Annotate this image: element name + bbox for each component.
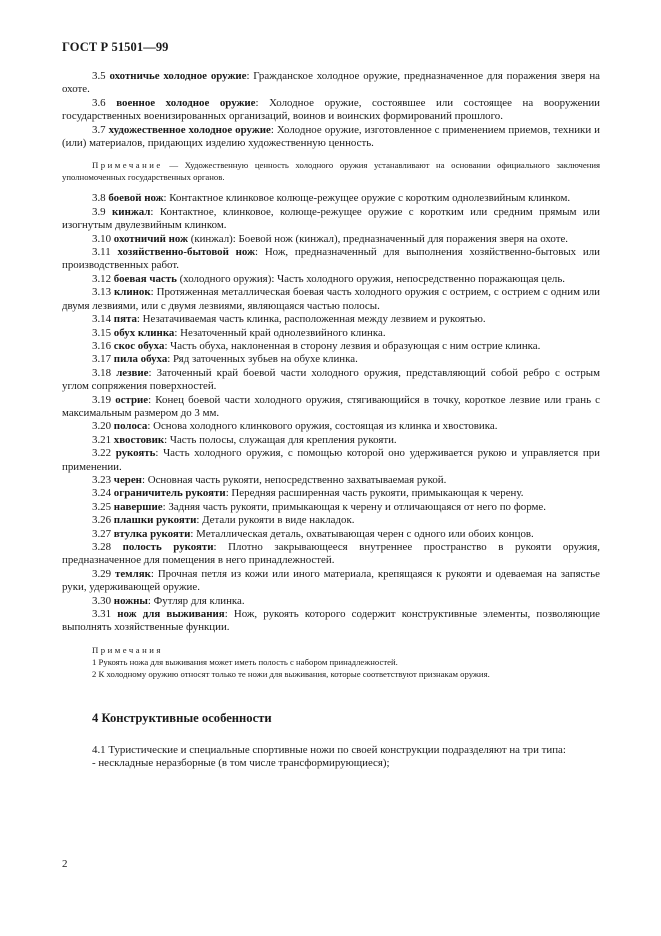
definition-text: : Холодное оружие, состоявшее или состоящее на вооружении государственных военизированных организаций, воинов и воинских формирований прошлого. [62,96,600,123]
definition-number: 3.15 [92,326,112,339]
definition-3-15 [62,327,600,340]
definition-number: 3.12 [92,272,112,285]
definition-term: плашки рукояти [113,514,197,527]
definition-3-12 [62,273,600,286]
definition-3-14 [62,313,600,326]
definition-number: 3.29 [92,567,112,580]
definition-3-22 [62,447,600,474]
definition-text: : Незаточенный край однолезвийного клинка. [174,326,386,339]
definition-3-25 [62,501,600,514]
definition-text: : Нож, рукоять которого содержит конструктивные элементы, позволяющие выполнять хозяйственные функции. [62,608,600,634]
definition-number: 3.9 [92,205,106,218]
definition-number: 3.30 [92,594,112,607]
definition-text: : Часть обуха, наклоненная в сторону лезвия и образующая с ним острие клинка. [164,339,541,352]
definition-term: военное холодное оружие [116,96,256,109]
definition-term: обух клинка [113,326,175,339]
definition-text: : Незатачиваемая часть клинка, расположенная между лезвием и рукоятью. [136,313,486,326]
definition-number: 3.23 [92,473,112,486]
definition-3-9 [62,206,600,233]
definition-text: : Детали рукояти в виде накладок. [196,514,355,527]
document-body [62,70,600,771]
definition-term: скос обуха [113,339,165,352]
definition-term: полоса [113,420,148,433]
definition-text: (холодного оружия): Часть холодного оружия, непосредственно поражающая цель. [176,272,566,285]
definition-text: (кинжал): Боевой нож (кинжал), предназначенный для поражения зверя на охоте. [187,232,569,245]
definition-number: 3.11 [92,246,111,259]
definition-term: пята [113,313,137,326]
definition-term: острие [115,393,149,406]
definition-term: лезвие [116,366,149,379]
definition-number: 3.28 [92,541,112,553]
definition-number: 3.24 [92,487,112,500]
definition-3-7 [62,124,600,151]
definition-text: : Конец боевой части холодного оружия, стягивающийся в точку, короткое лезвие или грань с максимальным размером до 3 мм. [62,393,600,419]
definition-3-16 [62,340,600,353]
definition-3-24 [62,487,600,500]
definition-term: хозяйственно-бытовой нож [117,246,255,259]
definition-number: 3.27 [92,527,112,540]
section-4-bullet-1: - нескладные неразборные (в том числе трансформирующиеся); [92,757,390,770]
definition-term: боевая часть [113,272,177,285]
definition-text: : Футляр для клинка. [147,594,245,607]
definition-number: 3.31 [92,608,112,621]
definition-3-23 [62,474,600,487]
definition-3-13 [62,286,600,313]
definition-text: : Контактное клинковое колюще-режущее оружие с коротким однолезвийным клинком. [163,192,571,205]
section-4-paragraph-1: 4.1 Туристические и специальные спортивные ножи по своей конструкции подразделяют на три типа: [92,743,566,756]
definition-term: пила обуха [113,353,168,366]
definition-text: : Протяженная металлическая боевая часть холодного оружия с острием, с острием с одним или двумя лезвиями, или с двумя лезвиями, являющаяся частью полосы. [62,286,600,312]
definition-text: : Задняя часть рукояти, примыкающая к черену и отличающаяся от него по форме. [162,500,546,513]
definitions-part-1 [62,70,600,150]
definition-term: черен [113,473,142,486]
definition-number: 3.13 [92,286,112,299]
note-1 [62,159,600,183]
definition-term: охотничий нож [113,232,188,245]
definition-3-26 [62,514,600,527]
definition-3-20 [62,420,600,433]
definition-number: 3.7 [92,123,106,136]
definition-number: 3.18 [92,366,112,379]
document-header: ГОСТ Р 51501—99 [62,40,169,54]
definition-term: втулка рукояти [113,527,191,540]
definition-number: 3.20 [92,420,112,433]
definition-text: : Передняя расширенная часть рукояти, примыкающая к черену. [225,487,524,500]
definition-3-18 [62,367,600,394]
definition-3-17 [62,353,600,366]
definition-3-6 [62,97,600,124]
definition-term: художественное холодное оружие [108,123,271,136]
definition-number: 3.22 [92,447,112,460]
definition-3-21 [62,434,600,447]
definition-text: : Часть полосы, служащая для крепления рукояти. [164,433,397,446]
definition-3-28 [62,541,600,568]
definition-number: 3.17 [92,353,112,366]
definition-3-19 [62,394,600,421]
definition-term: ножны [113,594,148,607]
definition-text: : Холодное оружие, изготовленное с применением приемов, техники и (или) материалов, придающих изделию художественную ценность. [62,123,600,150]
definition-term: охотничье холодное оружие [109,70,247,82]
definition-text: : Контактное, клинковое, колюще-режущее оружие с коротким или средним прямым или изогнутым двулезвийным клинком. [62,205,600,232]
note-item-2: 2 К холодному оружию относят только те ножи для выживания, которые соответствуют признакам оружия. [92,668,490,679]
definition-term: клинок [113,286,151,299]
definition-text: : Гражданское холодное оружие, предназначенное для поражения зверя на охоте. [62,70,600,96]
definition-3-27 [62,528,600,541]
definition-text: : Ряд заточенных зубьев на обухе клинка. [167,353,358,366]
section-4-heading: 4 Конструктивные особенности [92,710,272,725]
definition-term: нож для выживания [117,608,225,621]
definition-number: 3.26 [92,514,112,527]
definition-term: хвостовик [113,433,165,446]
definition-3-5 [62,70,600,97]
notes-title: Примечания [92,644,163,655]
definition-number: 3.8 [92,192,106,205]
definitions-part-2 [62,192,600,634]
definition-number: 3.21 [92,433,112,446]
definition-3-11 [62,246,600,273]
definition-3-31 [62,608,600,635]
definition-text: : Нож, предназначенный для выполнения хозяйственно-бытовых или производственных работ. [62,246,600,272]
definition-text: : Основная часть рукояти, непосредственно захватываемая рукой. [141,473,447,486]
definition-text: : Плотно закрывающееся внутреннее пространство в рукояти оружия, предназначенное для помещения в него принадлежностей. [62,541,600,567]
definition-text: : Прочная петля из кожи или иного материала, крепящаяся к рукояти и одеваемая на запястье руки, удерживающей оружие. [62,567,600,594]
definition-term: боевой нож [108,192,164,205]
definition-term: кинжал [112,205,151,218]
definition-number: 3.19 [92,393,112,406]
definition-number: 3.25 [92,500,112,513]
definition-term: ограничитель рукояти [113,487,226,500]
note-1-label: Примечание [92,160,163,171]
definition-number: 3.16 [92,339,112,352]
definition-number: 3.5 [92,70,106,82]
definition-3-8 [62,192,600,205]
definition-text: : Часть холодного оружия, с помощью которой оно удерживается рукою и управляется при применении. [62,447,600,473]
definition-3-29 [62,568,600,595]
definition-text: : Основа холодного клинкового оружия, состоящая из клинка и хвостовика. [147,420,498,433]
definition-3-30 [62,595,600,608]
definition-term: темляк [114,567,151,580]
note-item-1: 1 Рукоять ножа для выживания может иметь полость с набором принадлежностей. [92,656,398,667]
note-1-text: — Художественную ценность холодного оружия устанавливают на основании официального заключения уполномоченных государственных органов. [62,160,600,183]
definition-text: : Заточенный край боевой части холодного оружия, представляющий собой ребро с острым углом сопряжения поверхностей. [62,366,600,393]
page-number: 2 [62,858,68,870]
definition-term: полость рукояти [122,541,214,553]
definition-number: 3.6 [92,96,106,109]
definition-number: 3.14 [92,313,112,326]
definition-text: : Металлическая деталь, охватывающая черен с одного или обоих концов. [190,527,534,540]
definition-term: навершие [113,500,163,513]
definition-3-10 [62,233,600,246]
definition-term: рукоять [115,447,156,460]
definition-number: 3.10 [92,232,112,245]
